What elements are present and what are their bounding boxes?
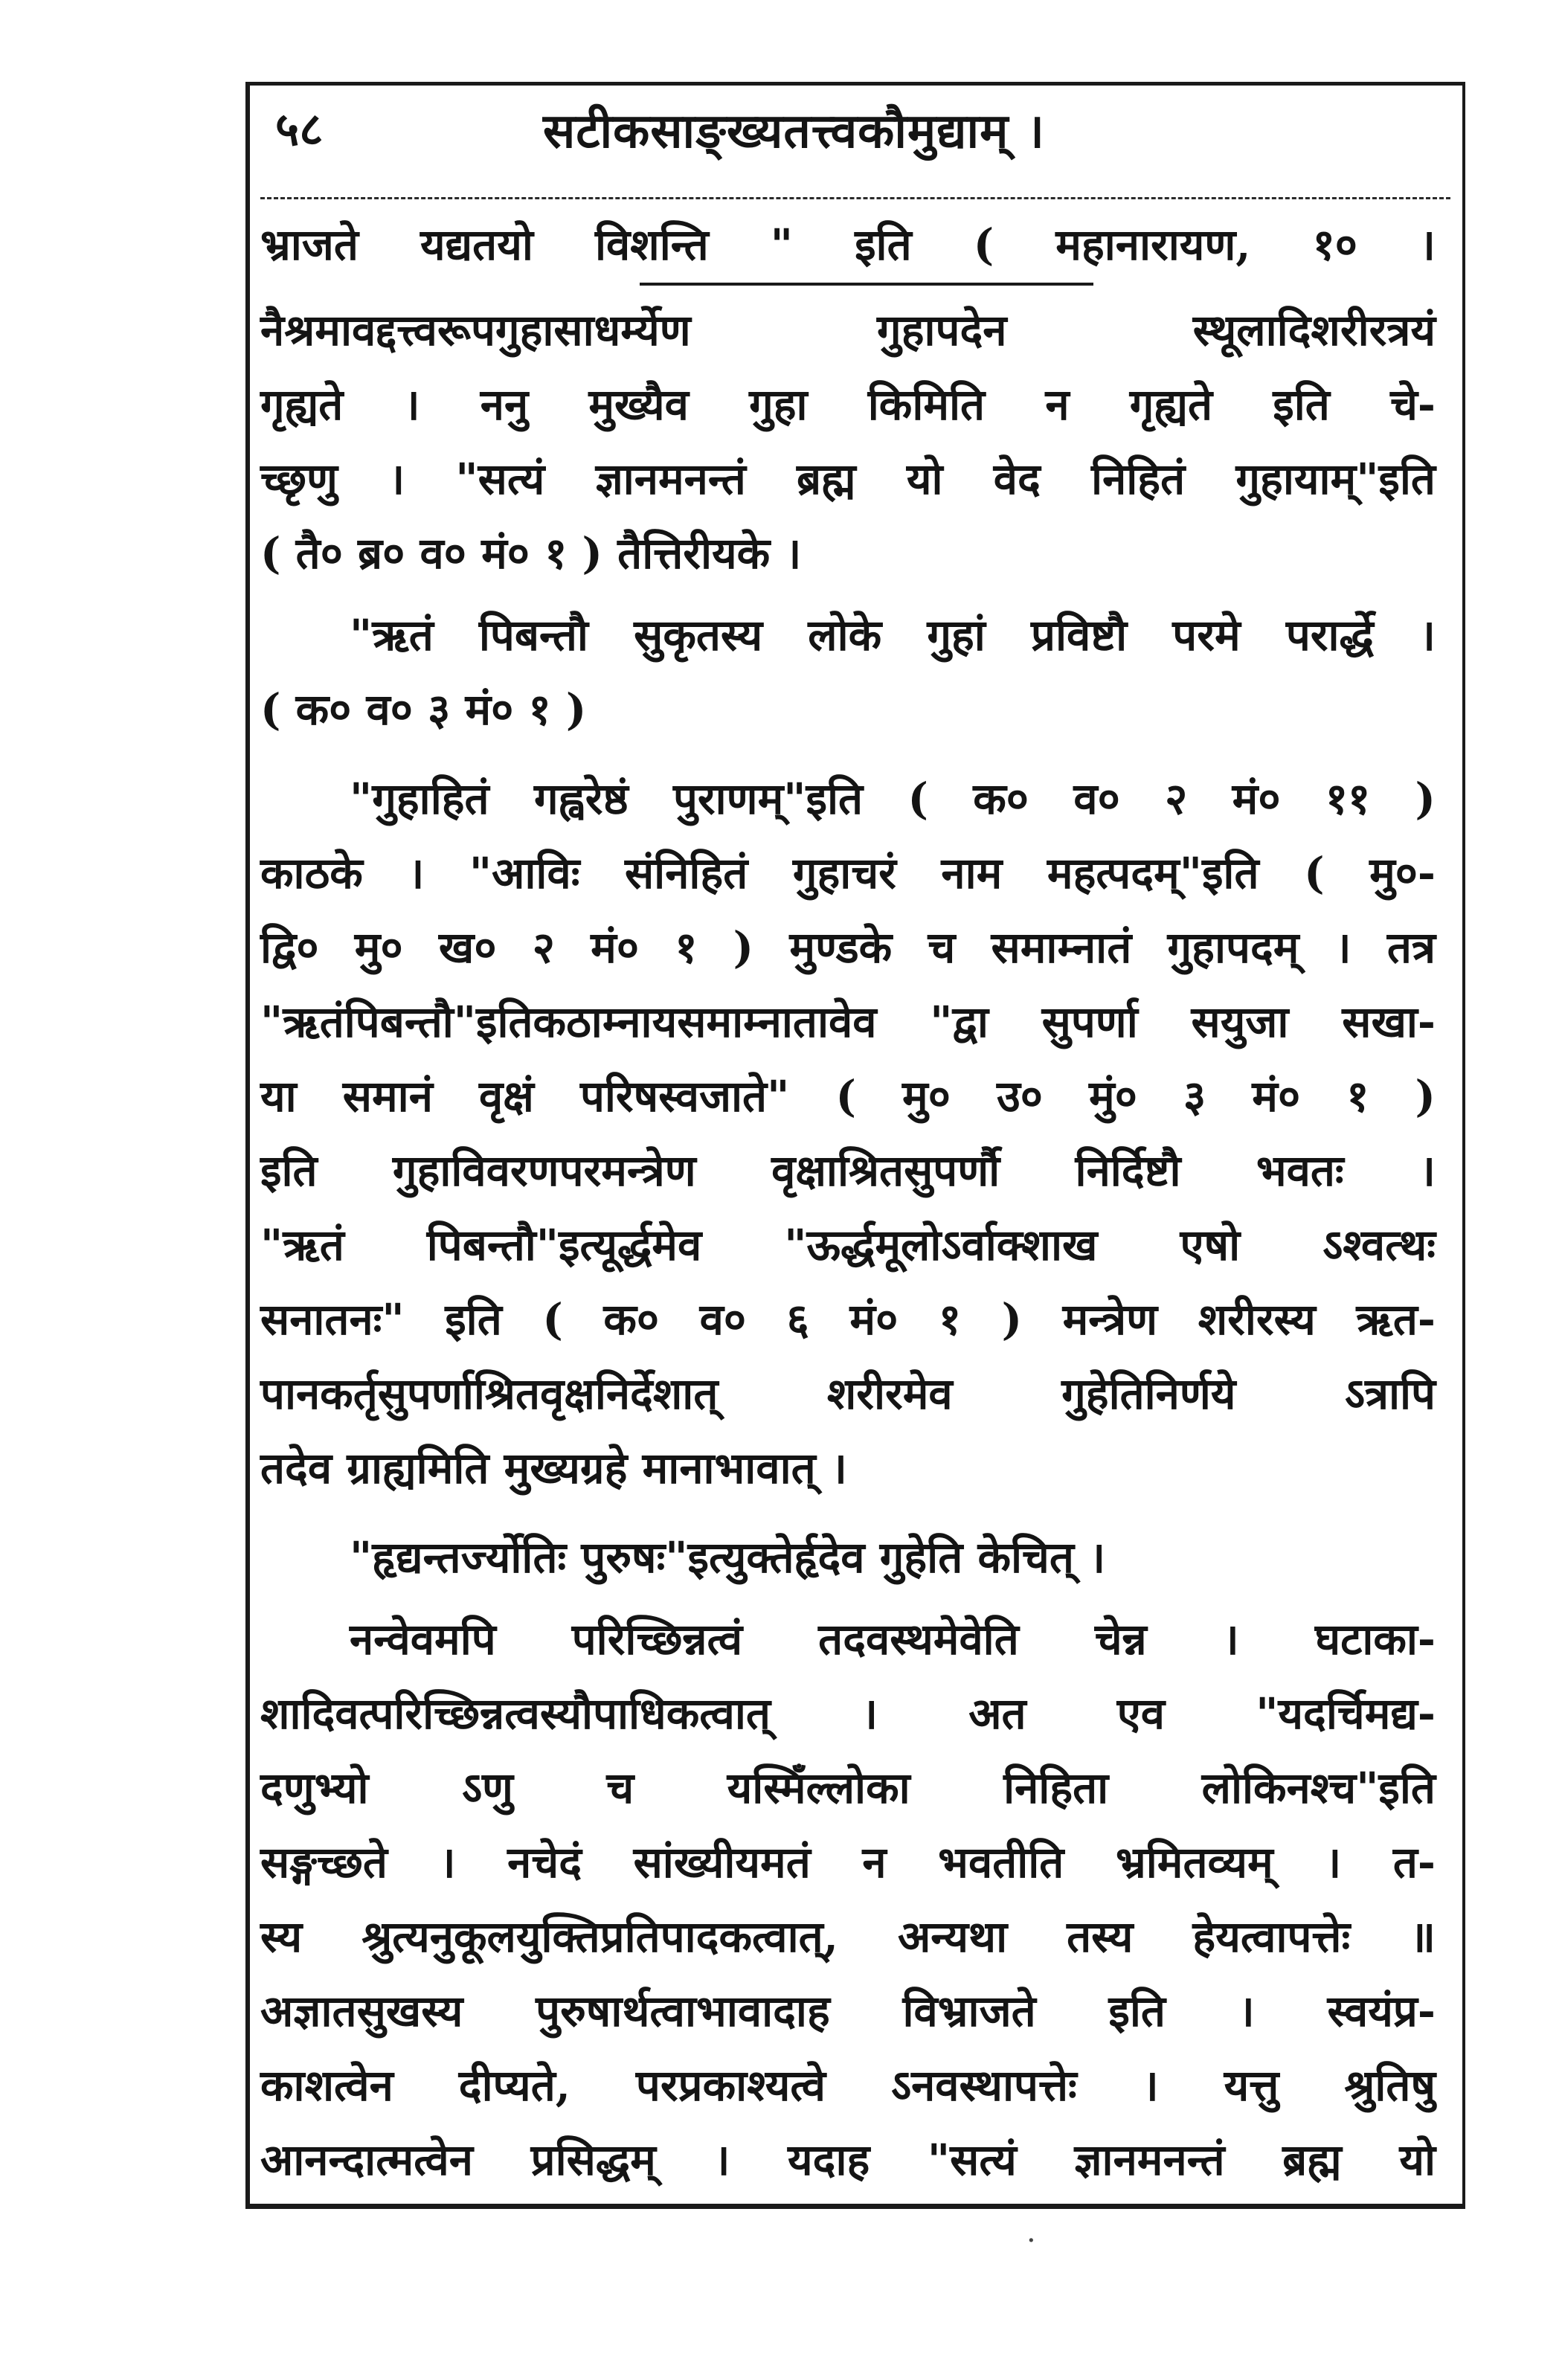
text-line: पानकर्तृसुपर्णाश्रितवृक्षनिर्देशात् शरीरमेव गुहेतिनिर्णये ऽत्रापि	[260, 1368, 1436, 1419]
text-line: काशत्वेन दीप्यते, परप्रकाश्यत्वे ऽनवस्थापत्तेः । यत्तु श्रुतिषु	[260, 2060, 1436, 2111]
text-line: ( क० व० ३ मं० १ )	[260, 684, 587, 735]
text-line: तदेव ग्राह्यमिति मुख्यग्रहे मानाभावात् ।	[260, 1443, 847, 1493]
text-line: सङ्गच्छते । नचेदं सांख्यीयमतं न भवतीति भ्रमितव्यम् । त-	[260, 1837, 1436, 1888]
text-line: "ऋतं पिबन्तौ सुकृतस्य लोके गुहां प्रविष्टौ परमे परार्द्धे ।	[350, 610, 1436, 660]
running-title: सटीकसाङ्ख्यतत्त्वकौमुद्याम् ।	[543, 103, 1045, 159]
text-line: द्वि० मु० ख० २ मं० १ ) मुण्डके च समाम्नातं गुहापदम् । तत्र	[260, 922, 1436, 973]
page-number: ५८	[275, 102, 324, 156]
text-line: या समानं वृक्षं परिषस्वजाते" ( मु० उ० मुं० ३ मं० १ )	[260, 1071, 1436, 1122]
text-line: सनातनः" इति ( क० व० ६ मं० १ ) मन्त्रेण शरीरस्य ऋत-	[260, 1294, 1436, 1345]
text-line: आनन्दात्मत्वेन प्रसिद्धम् । यदाह "सत्यं ज्ञानमनन्तं ब्रह्म यो	[260, 2135, 1436, 2185]
text-line: काठके । "आविः संनिहितं गुहाचरं नाम महत्पदम्"इति ( मु०-	[260, 848, 1436, 898]
stray-mark: ·	[1026, 2224, 1036, 2258]
text-line: शादिवत्परिच्छिन्नत्वस्यौपाधिकत्वात् । अत एव "यदर्चिमद्य-	[260, 1688, 1436, 1739]
text-line: स्य श्रुत्यनुकूलयुक्तिप्रतिपादकत्वात्, अन्यथा तस्य हेयत्वापत्तेः ॥	[260, 1911, 1436, 1962]
header-divider	[260, 197, 1450, 199]
page-header	[260, 89, 1450, 171]
text-line: इति गुहाविवरणपरमन्त्रेण वृक्षाश्रितसुपर्णौ निर्दिष्टौ भवतः ।	[260, 1145, 1436, 1196]
text-line: नन्वेवमपि परिच्छिन्नत्वं तदवस्थमेवेति चेन्न । घटाका-	[350, 1614, 1436, 1665]
text-line: भ्राजते यद्यतयो विशन्ति " इति ( महानारायण, १० ।	[260, 219, 1436, 270]
text-line: "ऋतंपिबन्तौ"इतिकठाम्नायसमाम्नातावेव "द्वा सुपर्णा सयुजा सखा-	[260, 997, 1436, 1047]
text-line: च्छृणु । "सत्यं ज्ञानमनन्तं ब्रह्म यो वेद निहितं गुहायाम्"इति	[260, 454, 1436, 504]
text-line: अज्ञातसुखस्य पुरुषार्थत्वाभावादाह विभ्राजते इति । स्वयंप्र-	[260, 1986, 1436, 2036]
underline-mark	[640, 283, 1093, 286]
text-line: "गुहाहितं गह्वरेष्ठं पुराणम्"इति ( क० व० २ मं० ११ )	[350, 774, 1436, 824]
text-line: दणुभ्यो ऽणु च यस्मिँल्लोका निहिता लोकिनश्च"इति	[260, 1763, 1436, 1813]
text-line: "हृद्यन्तर्ज्योतिः पुरुषः"इत्युक्तेर्हृदेव गुहेति केचित् ।	[350, 1532, 1106, 1583]
text-line: "ऋतं पिबन्तौ"इत्यूर्द्धमेव "ऊर्द्धमूलोऽर्वाक्शाख एषो ऽश्वत्थः	[260, 1220, 1436, 1270]
text-line: ( तै० ब्र० व० मं० १ ) तैत्तिरीयके ।	[260, 528, 802, 579]
text-line: गृह्यते । ननु मुख्यैव गुहा किमिति न गृह्यते इति चे-	[260, 379, 1436, 430]
text-line: नैश्रमावद्दत्त्वरूपगुहासाधर्म्येण गुहापदेन स्थूलादिशरीरत्रयं	[260, 305, 1436, 356]
